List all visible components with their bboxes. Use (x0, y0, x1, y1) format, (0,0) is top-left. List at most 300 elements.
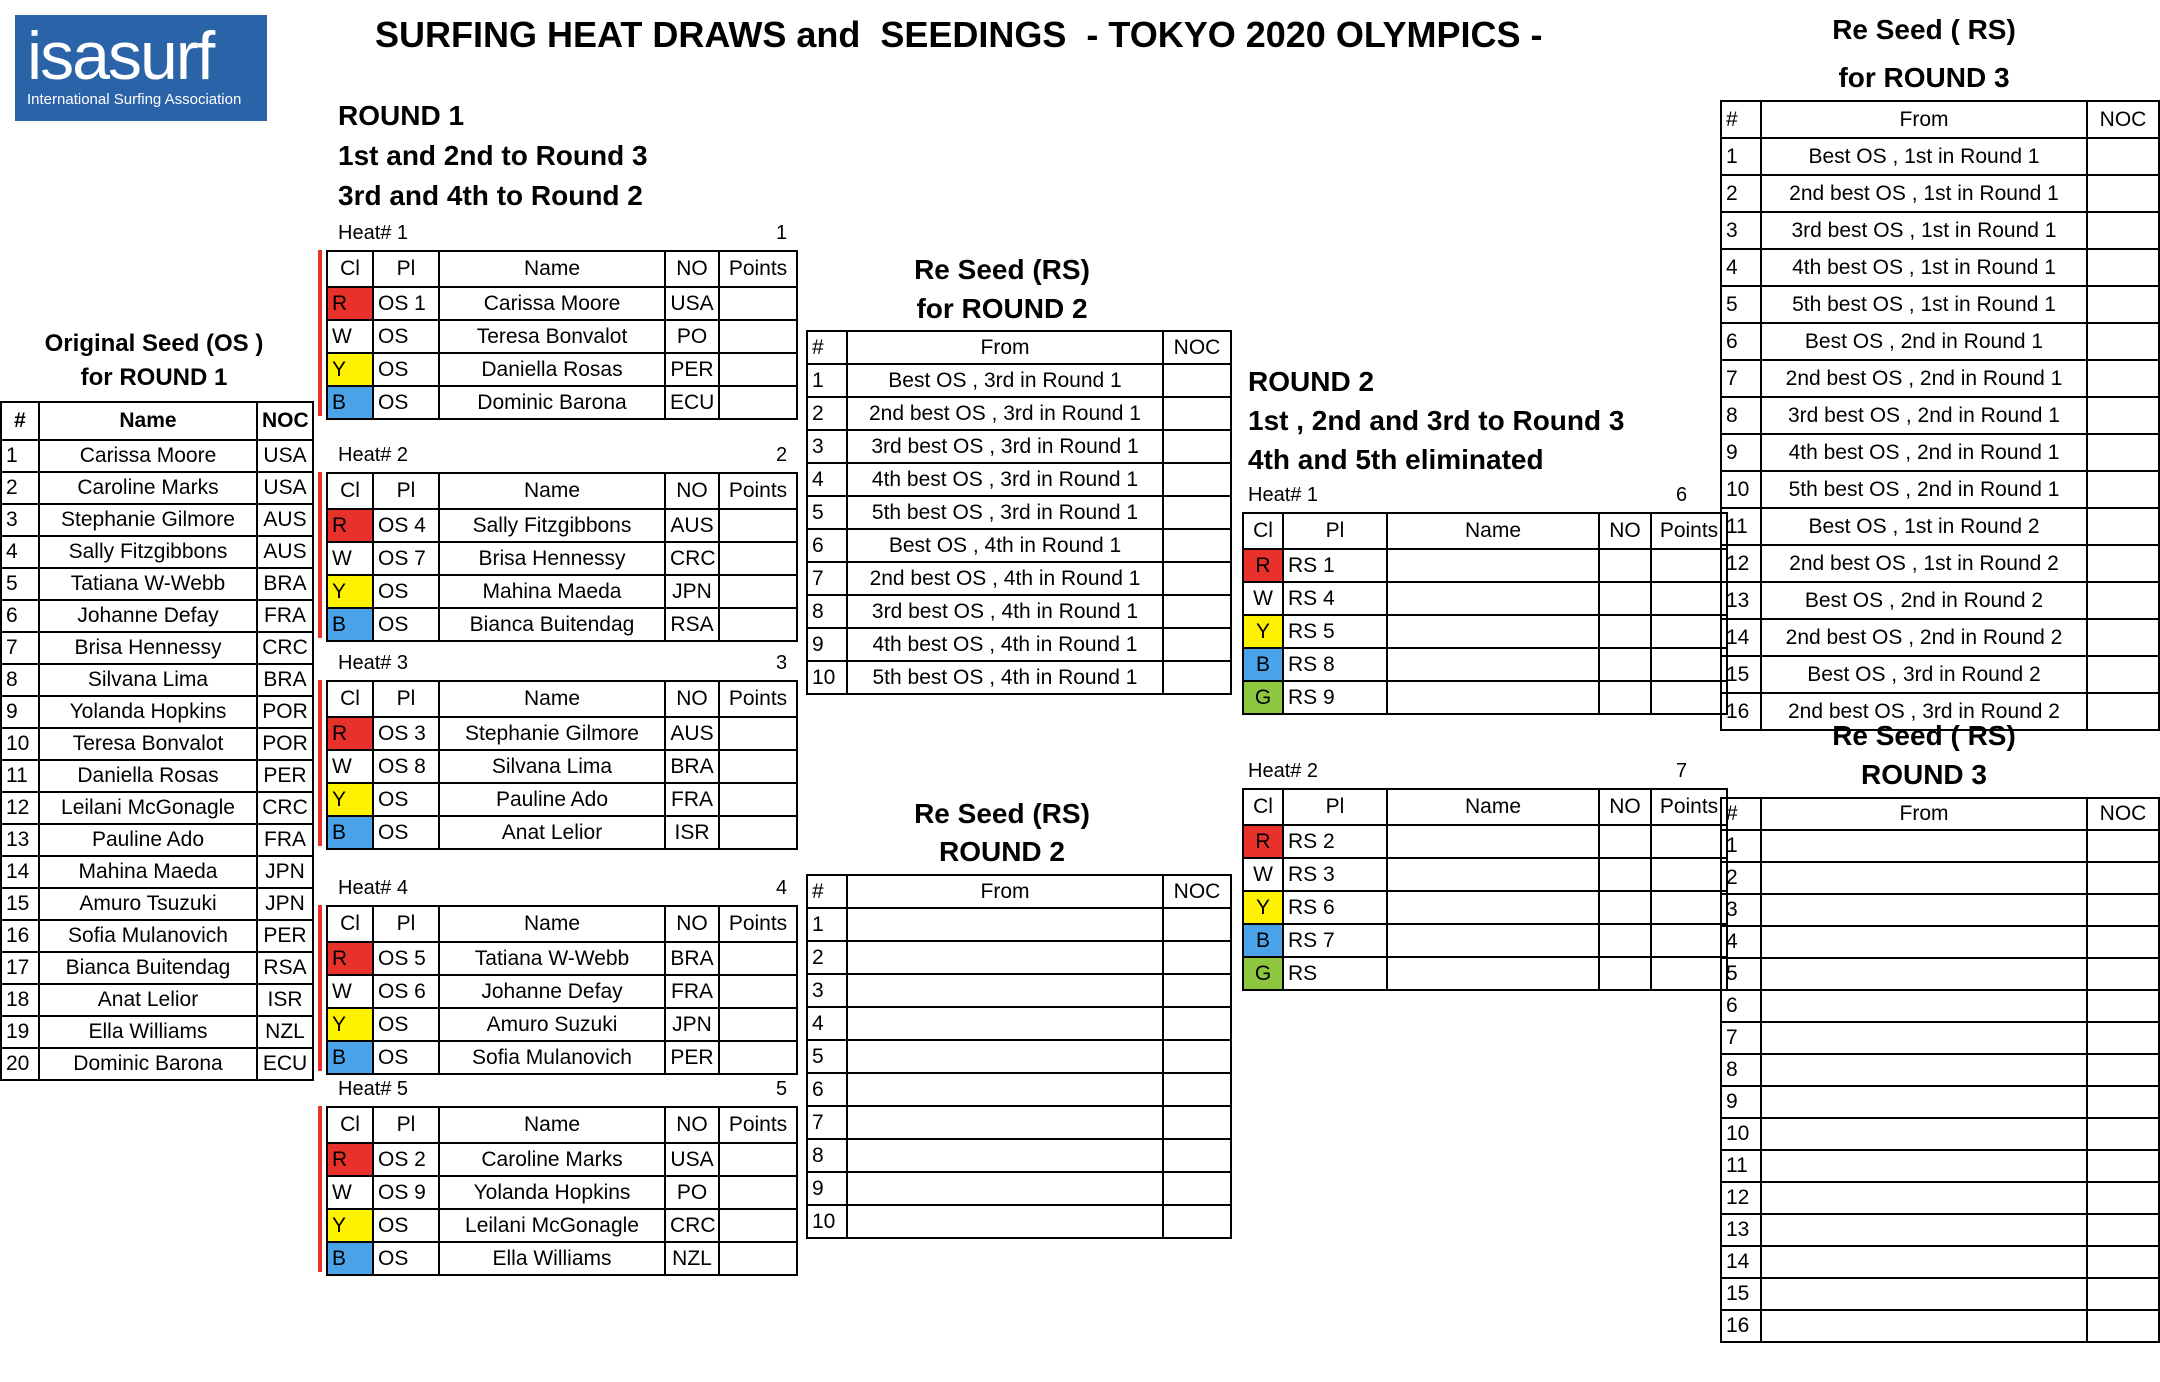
os-noc: PER (257, 760, 313, 792)
heat-noc: CRC (665, 542, 719, 575)
reseed-r3-blank-row (1721, 1118, 2159, 1150)
round1-heat-row (327, 1143, 797, 1176)
reseed-r3-blank-row (1721, 1214, 2159, 1246)
os-seed-number: 4 (1, 536, 39, 568)
reseed-r2-noc (1163, 430, 1231, 463)
round1-heat-row (327, 1041, 797, 1074)
round1-heat-row (327, 320, 797, 353)
round1-heat-label: Heat# 5 (338, 1078, 409, 1100)
reseed-r3-blank-number: 16 (1721, 1310, 1761, 1342)
round2-heat-header-cell: Pl (1283, 513, 1387, 549)
heat-placing: OS 1 (373, 287, 439, 320)
heat-noc: FRA (665, 783, 719, 816)
round2-heat-row (1243, 825, 1727, 858)
logo-wordmark: isasurf (27, 18, 214, 94)
os-surfer-name: Daniella Rosas (39, 760, 257, 792)
heat-points (719, 542, 797, 575)
reseed-r2-blank-number: 10 (807, 1205, 847, 1238)
reseed-r3-blank-from (1761, 1150, 2087, 1182)
round1-heat-row (327, 783, 797, 816)
reseed-r2-row (807, 529, 1231, 562)
reseed-r2-noc (1163, 562, 1231, 595)
round1-heat-header-cell: Pl (373, 906, 439, 942)
heat-points (719, 1041, 797, 1074)
reseed-r3-blank-number: 5 (1721, 958, 1761, 990)
heat-color-W: W (327, 1176, 373, 1209)
round2-heat-label: Heat# 2 (1248, 760, 1319, 782)
heat-placing: RS 3 (1283, 858, 1387, 891)
os-noc: FRA (257, 824, 313, 856)
reseed-r2-blank-from (847, 1007, 1163, 1040)
round1-heat-row (327, 575, 797, 608)
round1-heat-label: Heat# 3 (338, 652, 409, 674)
reseed-r2-row (807, 463, 1231, 496)
heat-placing: OS (373, 608, 439, 641)
heat-noc: PER (665, 353, 719, 386)
heat-placing: OS 4 (373, 509, 439, 542)
reseed-r2-from: 5th best OS , 4th in Round 1 (847, 661, 1163, 694)
os-table-row (1, 728, 313, 760)
heat-noc (1599, 549, 1651, 582)
heat-noc: ECU (665, 386, 719, 419)
os-surfer-name: Bianca Buitendag (39, 952, 257, 984)
os-surfer-name: Sofia Mulanovich (39, 920, 257, 952)
round1-heat-row (327, 942, 797, 975)
round2-heat-header-cell: Pl (1283, 789, 1387, 825)
reseed-r3-blank-noc (2087, 1054, 2159, 1086)
logo-subtitle: International Surfing Association (27, 91, 242, 108)
os-header-cell: # (1, 402, 39, 440)
heat-placing: OS (373, 1041, 439, 1074)
heat-surfer-name (1387, 924, 1599, 957)
reseed-r3-blank-noc (2087, 1150, 2159, 1182)
heat-noc (1599, 681, 1651, 714)
reseed-r2-blank-row (807, 1172, 1231, 1205)
reseed-r2-noc (1163, 661, 1231, 694)
heat-placing: RS 4 (1283, 582, 1387, 615)
reseed-r3-blank-header-cell: NOC (2087, 798, 2159, 830)
round1-heat-header (327, 473, 797, 509)
reseed-r3-blank-noc (2087, 926, 2159, 958)
heat-placing: OS (373, 320, 439, 353)
reseed-r3-blank-row (1721, 1278, 2159, 1310)
heat-noc (1599, 582, 1651, 615)
round1-heat-row (327, 717, 797, 750)
os-seed-number: 9 (1, 696, 39, 728)
heat-surfer-name (1387, 681, 1599, 714)
heat-noc: USA (665, 287, 719, 320)
os-surfer-name: Mahina Maeda (39, 856, 257, 888)
reseed-r3-blank-from (1761, 830, 2087, 862)
reseed-r3-row (1721, 397, 2159, 434)
reseed-r3-blank-row (1721, 1182, 2159, 1214)
round1-heat-row (327, 287, 797, 320)
reseed-r3-from: 3rd best OS , 2nd in Round 1 (1761, 397, 2087, 434)
heat-surfer-name (1387, 858, 1599, 891)
heat-placing: RS 8 (1283, 648, 1387, 681)
heat-surfer-name: Bianca Buitendag (439, 608, 665, 641)
os-surfer-name: Leilani McGonagle (39, 792, 257, 824)
heat-placing: OS 7 (373, 542, 439, 575)
reseed-r2-noc (1163, 628, 1231, 661)
heat-points (719, 1008, 797, 1041)
reseed-r2-blank-table (806, 874, 1232, 1239)
heat-placing: RS 6 (1283, 891, 1387, 924)
reseed-r3-from: 5th best OS , 2nd in Round 1 (1761, 471, 2087, 508)
os-seed-number: 7 (1, 632, 39, 664)
heat-placing: OS (373, 386, 439, 419)
reseed-r3-blank-number: 4 (1721, 926, 1761, 958)
reseed-r3-row (1721, 508, 2159, 545)
heat-placing: OS (373, 783, 439, 816)
heat-surfer-name: Sally Fitzgibbons (439, 509, 665, 542)
reseed-r3-noc (2087, 175, 2159, 212)
heat-color-B: B (327, 386, 373, 419)
heat-color-B: B (327, 1242, 373, 1275)
reseed-r3-blank-number: 2 (1721, 862, 1761, 894)
heat-surfer-name (1387, 582, 1599, 615)
os-table-row (1, 600, 313, 632)
heat-noc: FRA (665, 975, 719, 1008)
reseed-r3-number: 16 (1721, 693, 1761, 730)
reseed-r3-row (1721, 175, 2159, 212)
heat-surfer-name: Caroline Marks (439, 1143, 665, 1176)
reseed-r2-noc (1163, 595, 1231, 628)
os-table-row (1, 504, 313, 536)
round1-heat-header-cell: NO (665, 906, 719, 942)
os-noc: AUS (257, 536, 313, 568)
round2-heat-row (1243, 891, 1727, 924)
reseed-r2-from: 3rd best OS , 4th in Round 1 (847, 595, 1163, 628)
reseed-r2-blank-row (807, 1106, 1231, 1139)
reseed-r3-blank-number: 11 (1721, 1150, 1761, 1182)
reseed-r3-header-cell: # (1721, 101, 1761, 138)
reseed-r2-blank-from (847, 1205, 1163, 1238)
round1-heat-label: Heat# 4 (338, 877, 409, 899)
reseed-r2-blank-noc (1163, 908, 1231, 941)
reseed-r2-blank-noc (1163, 1139, 1231, 1172)
heat-side-bar (318, 905, 322, 1071)
reseed-r2-noc (1163, 397, 1231, 430)
round2-heat-row (1243, 681, 1727, 714)
heat-points (1651, 681, 1727, 714)
reseed-r3-from: 4th best OS , 2nd in Round 1 (1761, 434, 2087, 471)
reseed-r3-row (1721, 360, 2159, 397)
reseed-r2-row (807, 595, 1231, 628)
os-surfer-name: Amuro Tsuzuki (39, 888, 257, 920)
reseed-r3-blank-noc (2087, 1278, 2159, 1310)
os-surfer-name: Yolanda Hopkins (39, 696, 257, 728)
heat-surfer-name: Daniella Rosas (439, 353, 665, 386)
reseed-r3-blank-row (1721, 1086, 2159, 1118)
heat-noc (1599, 924, 1651, 957)
heat-surfer-name (1387, 957, 1599, 990)
reseed-r2-row (807, 397, 1231, 430)
heat-surfer-name: Yolanda Hopkins (439, 1176, 665, 1209)
heat-color-G: G (1243, 681, 1283, 714)
os-surfer-name: Stephanie Gilmore (39, 504, 257, 536)
round2-heat-header-cell: Points (1651, 513, 1727, 549)
round1-heat-header (327, 681, 797, 717)
round1-heat-number: 5 (776, 1078, 788, 1100)
heat-points (719, 287, 797, 320)
heat-noc (1599, 858, 1651, 891)
round2-heat-header-cell: Name (1387, 789, 1599, 825)
reseed-r3-row (1721, 656, 2159, 693)
reseed-r3-blank-from (1761, 894, 2087, 926)
heat-surfer-name (1387, 825, 1599, 858)
reseed-r3-blank-row (1721, 958, 2159, 990)
reseed-r3-row (1721, 249, 2159, 286)
os-noc: PER (257, 920, 313, 952)
reseed-r3-noc (2087, 656, 2159, 693)
reseed-r3-blank-number: 7 (1721, 1022, 1761, 1054)
round1-heat-header-cell: Points (719, 1107, 797, 1143)
reseed-r2-header-cell: From (847, 331, 1163, 364)
heat-noc (1599, 891, 1651, 924)
heat-color-W: W (327, 542, 373, 575)
reseed-r2-noc (1163, 496, 1231, 529)
round2-heat-header-cell: Cl (1243, 513, 1283, 549)
reseed-r2-from: Best OS , 3rd in Round 1 (847, 364, 1163, 397)
round1-heat-header-cell: NO (665, 251, 719, 287)
reseed-r2-number: 5 (807, 496, 847, 529)
os-header-cell: Name (39, 402, 257, 440)
reseed-r2-blank-number: 3 (807, 974, 847, 1007)
round2-heat-header-cell: NO (1599, 513, 1651, 549)
reseed-r2-number: 6 (807, 529, 847, 562)
reseed-r2-blank-row (807, 1007, 1231, 1040)
os-table-row (1, 664, 313, 696)
round1-heat-number: 2 (776, 444, 788, 466)
heat-placing: OS (373, 575, 439, 608)
os-table-row (1, 952, 313, 984)
reseed-r3-blank-number: 15 (1721, 1278, 1761, 1310)
os-surfer-name: Pauline Ado (39, 824, 257, 856)
reseed-r2-blank-from (847, 1073, 1163, 1106)
round1-heat-row (327, 509, 797, 542)
round1-heat-header-cell: Cl (327, 1107, 373, 1143)
reseed-r2-blank-row (807, 1205, 1231, 1238)
reseed-r3-number: 14 (1721, 619, 1761, 656)
heat-placing: OS (373, 1008, 439, 1041)
heat-color-R: R (1243, 549, 1283, 582)
reseed-r2-blank-from (847, 941, 1163, 974)
heat-noc: JPN (665, 1008, 719, 1041)
heat-points (1651, 582, 1727, 615)
reseed-r2-blank-row (807, 908, 1231, 941)
reseed-r3-blank-number: 8 (1721, 1054, 1761, 1086)
round1-heat-table (326, 250, 798, 420)
reseed-r2-blank-header-cell: From (847, 875, 1163, 908)
round2-heat-row (1243, 957, 1727, 990)
round1-heat-header (327, 1107, 797, 1143)
reseed-r3-blank-from (1761, 1214, 2087, 1246)
reseed-r2-noc (1163, 529, 1231, 562)
heat-noc (1599, 615, 1651, 648)
reseed-r3-blank-number: 13 (1721, 1214, 1761, 1246)
heat-points (1651, 825, 1727, 858)
reseed-r3-header-cell: From (1761, 101, 2087, 138)
heat-color-B: B (1243, 924, 1283, 957)
reseed-r3-blank-header-cell: # (1721, 798, 1761, 830)
heat-points (1651, 858, 1727, 891)
reseed-r2-header-cell: NOC (1163, 331, 1231, 364)
reseed-r2-blank-number: 8 (807, 1139, 847, 1172)
heat-surfer-name: Amuro Suzuki (439, 1008, 665, 1041)
heat-side-bar (318, 472, 322, 638)
reseed-r2-blank-noc (1163, 1007, 1231, 1040)
heat-color-R: R (327, 509, 373, 542)
reseed-r2-blank-noc (1163, 1040, 1231, 1073)
os-seed-number: 19 (1, 1016, 39, 1048)
reseed-r3-from: 3rd best OS , 1st in Round 1 (1761, 212, 2087, 249)
os-noc: JPN (257, 856, 313, 888)
heat-points (719, 750, 797, 783)
reseed-r2-from: 3rd best OS , 3rd in Round 1 (847, 430, 1163, 463)
heat-noc: AUS (665, 717, 719, 750)
reseed-r2-blank-number: 9 (807, 1172, 847, 1205)
round1-heat-row (327, 975, 797, 1008)
round1-heat-header (327, 251, 797, 287)
os-seed-number: 20 (1, 1048, 39, 1080)
os-surfer-name: Caroline Marks (39, 472, 257, 504)
reseed-r3-noc (2087, 582, 2159, 619)
heat-placing: OS (373, 816, 439, 849)
heat-color-Y: Y (1243, 891, 1283, 924)
reseed-r3-blank-header-cell: From (1761, 798, 2087, 830)
round2-heat-table (1242, 512, 1728, 715)
heat-points (719, 816, 797, 849)
os-table-row (1, 824, 313, 856)
round1-heat-table (326, 680, 798, 850)
os-surfer-name: Dominic Barona (39, 1048, 257, 1080)
heat-surfer-name: Ella Williams (439, 1242, 665, 1275)
reseed-r2-header-cell: # (807, 331, 847, 364)
heat-noc: PER (665, 1041, 719, 1074)
round2-heat-header (1243, 513, 1727, 549)
round1-heat-header-cell: Points (719, 251, 797, 287)
os-noc: CRC (257, 632, 313, 664)
os-surfer-name: Carissa Moore (39, 440, 257, 472)
reseed-r3-blank-from (1761, 1022, 2087, 1054)
heat-color-Y: Y (1243, 615, 1283, 648)
reseed-r2-from: 2nd best OS , 3rd in Round 1 (847, 397, 1163, 430)
heat-color-W: W (327, 750, 373, 783)
heat-points (719, 975, 797, 1008)
heat-color-R: R (327, 942, 373, 975)
round1-heat-table (326, 472, 798, 642)
heat-placing: RS 9 (1283, 681, 1387, 714)
reseed-r2-title: Re Seed (RS) (914, 254, 1090, 285)
reseed-r3-blank-row (1721, 830, 2159, 862)
reseed-r2-blank-noc (1163, 1106, 1231, 1139)
os-noc: AUS (257, 504, 313, 536)
os-table-row (1, 536, 313, 568)
round2-heat-row (1243, 924, 1727, 957)
os-seed-number: 18 (1, 984, 39, 1016)
reseed-r2-blank-number: 5 (807, 1040, 847, 1073)
reseed-r3-from: Best OS , 1st in Round 1 (1761, 138, 2087, 175)
heat-placing: OS 3 (373, 717, 439, 750)
reseed-r3-number: 12 (1721, 545, 1761, 582)
heat-color-B: B (327, 816, 373, 849)
reseed-r3-number: 5 (1721, 286, 1761, 323)
heat-points (719, 353, 797, 386)
reseed-r3-blank-noc (2087, 1086, 2159, 1118)
reseed-r3-blank-noc (2087, 958, 2159, 990)
heat-surfer-name: Johanne Defay (439, 975, 665, 1008)
round2-heat-header-cell: Name (1387, 513, 1599, 549)
os-table-row (1, 920, 313, 952)
round2-heat-number: 7 (1676, 760, 1688, 782)
reseed-r2-blank-header-row (807, 875, 1231, 908)
heat-points (1651, 957, 1727, 990)
reseed-r3-blank-noc (2087, 830, 2159, 862)
heat-surfer-name: Stephanie Gilmore (439, 717, 665, 750)
os-header-cell: NOC (257, 402, 313, 440)
round1-heat-header-cell: Cl (327, 681, 373, 717)
reseed-r3-blank-noc (2087, 1214, 2159, 1246)
reseed-r2-number: 7 (807, 562, 847, 595)
heat-points (1651, 615, 1727, 648)
os-table-row (1, 984, 313, 1016)
reseed-r3-row (1721, 582, 2159, 619)
round1-heat-header-cell: Points (719, 473, 797, 509)
reseed-r3-header-cell: NOC (2087, 101, 2159, 138)
reseed-r2-from: Best OS , 4th in Round 1 (847, 529, 1163, 562)
reseed-r3-from: Best OS , 3rd in Round 2 (1761, 656, 2087, 693)
reseed-r3-noc (2087, 138, 2159, 175)
round1-heat-header-cell: Pl (373, 473, 439, 509)
reseed-r3-blank-row (1721, 1022, 2159, 1054)
os-seed-number: 15 (1, 888, 39, 920)
reseed-r2-blank-number: 1 (807, 908, 847, 941)
reseed-r3-blank-from (1761, 1054, 2087, 1086)
heat-surfer-name: Leilani McGonagle (439, 1209, 665, 1242)
os-table-row (1, 472, 313, 504)
heat-side-bar (318, 250, 322, 416)
round1-heat-header-cell: NO (665, 681, 719, 717)
heat-noc: JPN (665, 575, 719, 608)
reseed-r2-blank-from (847, 908, 1163, 941)
heat-surfer-name: Mahina Maeda (439, 575, 665, 608)
heat-points (719, 509, 797, 542)
reseed-r3-noc (2087, 434, 2159, 471)
reseed-r3-blank-row (1721, 1054, 2159, 1086)
os-surfer-name: Ella Williams (39, 1016, 257, 1048)
round2-heat-row (1243, 648, 1727, 681)
round1-heat-table (326, 905, 798, 1075)
reseed-r3-from: 2nd best OS , 1st in Round 2 (1761, 545, 2087, 582)
heat-noc: USA (665, 1143, 719, 1176)
reseed-r3-noc (2087, 619, 2159, 656)
reseed-r2-from: 4th best OS , 4th in Round 1 (847, 628, 1163, 661)
heat-points (719, 608, 797, 641)
round2-heat-row (1243, 615, 1727, 648)
reseed-r3-blank-row (1721, 1246, 2159, 1278)
reseed-r2-blank-row (807, 1139, 1231, 1172)
os-noc: FRA (257, 600, 313, 632)
heat-noc: CRC (665, 1209, 719, 1242)
os-noc: CRC (257, 792, 313, 824)
round1-heat-number: 3 (776, 652, 788, 674)
reseed-r3-row (1721, 212, 2159, 249)
heat-color-Y: Y (327, 1209, 373, 1242)
reseed-r3-noc (2087, 397, 2159, 434)
round2-title: ROUND 2 (1248, 366, 1375, 397)
os-seed-number: 14 (1, 856, 39, 888)
